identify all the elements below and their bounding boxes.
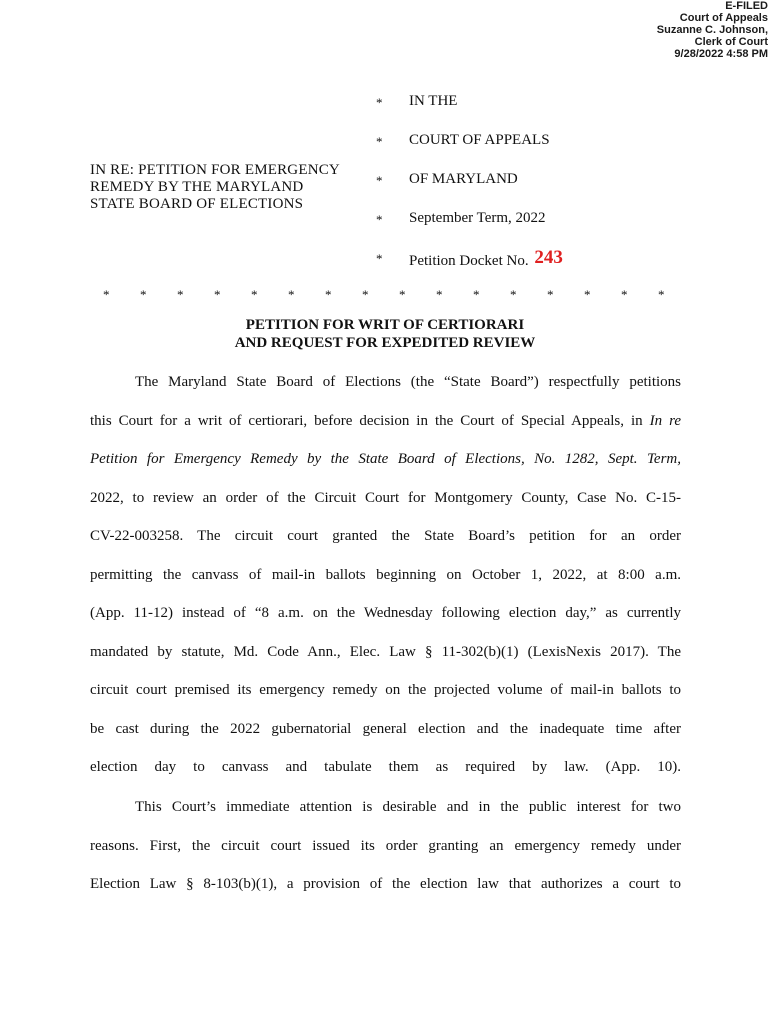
docket-label: Petition Docket No. [409, 253, 529, 269]
caption-star: * [376, 134, 383, 149]
docket-number: 243 [534, 247, 563, 268]
court-line-state: OF MARYLAND [409, 171, 518, 187]
stamp-line: Suzanne C. Johnson, [656, 24, 768, 36]
case-caption-title [90, 162, 340, 213]
text-line: mandated by statute, Md. Code Ann., Elec. Law § 11-302(b)(1) (LexisNexis 2017). The [90, 643, 681, 660]
divider-star: * [362, 287, 369, 302]
divider-star: * [547, 287, 554, 302]
stamp-line: Clerk of Court [694, 36, 768, 48]
paragraph-1 [90, 363, 681, 787]
e-filed-stamp [657, 0, 768, 60]
caption-star: * [376, 251, 383, 266]
caption-star: * [376, 95, 383, 110]
text-line: be cast during the 2022 gubernatorial general election and the inadequate time after [90, 720, 681, 737]
text-line [90, 402, 681, 441]
divider-star: * [251, 287, 258, 302]
caption-line: IN RE: PETITION FOR EMERGENCY [90, 162, 340, 178]
divider-star: * [399, 287, 406, 302]
stamp-line: 9/28/2022 4:58 PM [674, 48, 768, 60]
text-line: 2022, to review an order of the Circuit Court for Montgomery County, Case No. C-15- [90, 489, 681, 506]
divider-star: * [473, 287, 480, 302]
stamp-line: E-FILED [725, 0, 768, 12]
italic-case-name: In re [649, 412, 682, 429]
divider-star: * [658, 287, 665, 302]
caption-line: REMEDY BY THE MARYLAND [90, 179, 304, 195]
text-span: this Court for a writ of certiorari, before decision in the Court of Special Appeals, in [90, 412, 643, 429]
text-line: This Court’s immediate attention is desirable and in the public interest for two [135, 799, 681, 815]
text-line: Petition for Emergency Remedy by the State Board of Elections, No. 1282, Sept. Term, [90, 451, 681, 467]
divider-star: * [214, 287, 221, 302]
text-line: circuit court premised its emergency remedy on the projected volume of mail-in ballots to [90, 682, 681, 698]
divider-star: * [288, 287, 295, 302]
divider-star: * [436, 287, 443, 302]
divider-star: * [140, 287, 147, 302]
divider-star: * [325, 287, 332, 302]
court-line-in-the: IN THE [409, 93, 458, 109]
document-title [0, 316, 770, 352]
divider-star: * [177, 287, 184, 302]
title-line: PETITION FOR WRIT OF CERTIORARI [245, 317, 525, 333]
text-line: reasons. First, the circuit court issued its order granting an emergency remedy under [90, 837, 681, 854]
court-term: September Term, 2022 [409, 210, 546, 226]
paragraph-2 [90, 788, 681, 904]
divider-star: * [510, 287, 517, 302]
court-line-name: COURT OF APPEALS [409, 132, 550, 148]
divider-stars [103, 287, 695, 303]
caption-line: STATE BOARD OF ELECTIONS [90, 196, 304, 212]
text-line: The Maryland State Board of Elections (the “State Board”) respectfully petitions [135, 374, 681, 390]
text-line: Election Law § 8-103(b)(1), a provision of the election law that authorizes a court to [90, 876, 681, 892]
caption-star: * [376, 173, 383, 188]
caption-star: * [376, 212, 383, 227]
text-line: (App. 11-12) instead of “8 a.m. on the Wednesday following election day,” as currently [90, 605, 681, 621]
divider-star: * [621, 287, 628, 302]
text-line: permitting the canvass of mail-in ballots beginning on October 1, 2022, at 8:00 a.m. [90, 566, 681, 583]
divider-star: * [103, 287, 110, 302]
divider-star: * [584, 287, 591, 302]
text-line: CV-22-003258. The circuit court granted the State Board’s petition for an order [90, 528, 681, 544]
stamp-line: Court of Appeals [679, 12, 768, 24]
title-line: AND REQUEST FOR EXPEDITED REVIEW [234, 335, 536, 351]
text-line: election day to canvass and tabulate them as required by law. (App. 10). [90, 759, 681, 775]
docket-line [409, 249, 563, 271]
